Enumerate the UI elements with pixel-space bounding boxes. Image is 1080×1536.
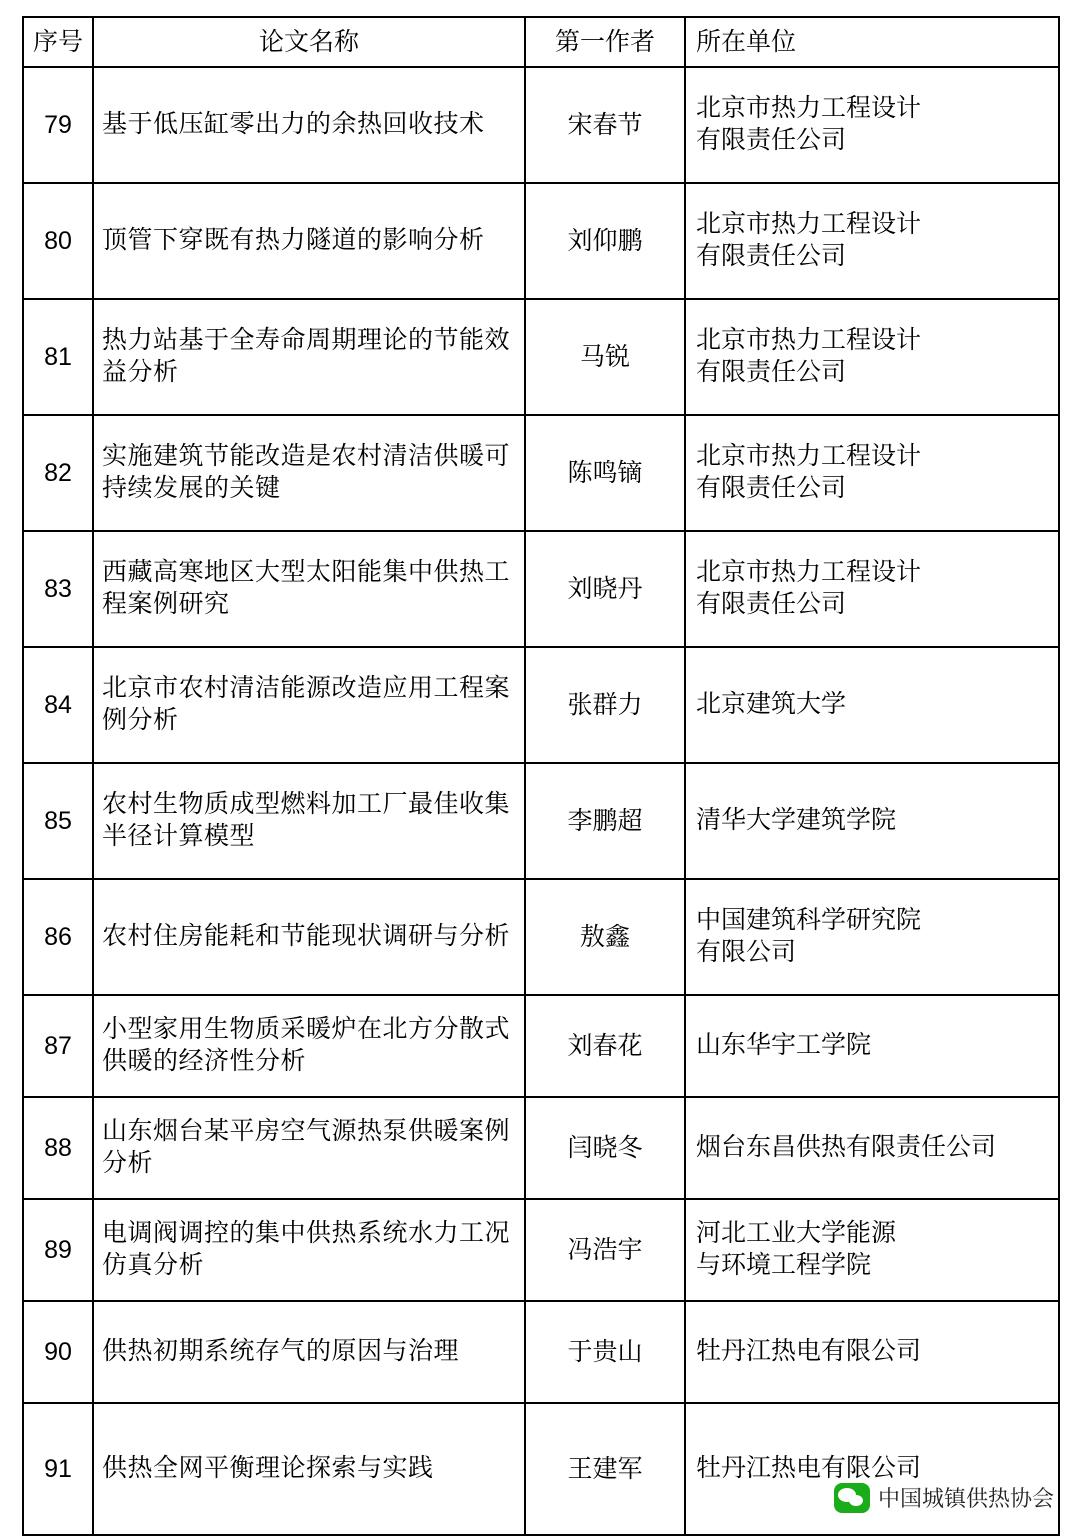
table-header-row [23,17,1059,67]
unit-line: 牡丹江热电有限公司 [696,1454,922,1482]
cell-unit [685,647,1059,763]
column-header-unit: 所在单位 [685,17,1059,67]
table-row [23,879,1059,995]
cell-unit [685,995,1059,1097]
unit-line: 北京市热力工程设计 [696,558,922,586]
cell-title: 电调阀调控的集中供热系统水力工况仿真分析 [93,1199,525,1301]
footer-watermark [834,1482,1054,1513]
table-row [23,647,1059,763]
table-body [23,67,1059,1535]
cell-index: 88 [23,1097,93,1199]
cell-title: 实施建筑节能改造是农村清洁供暖可持续发展的关键 [93,415,525,531]
footer-label: 中国城镇供热协会 [877,1486,1054,1511]
table-row [23,531,1059,647]
cell-unit [685,67,1059,183]
wechat-icon [834,1483,870,1513]
cell-unit [685,1301,1059,1403]
cell-index: 82 [23,415,93,531]
unit-line: 有限公司 [696,938,797,966]
table-row [23,1301,1059,1403]
unit-line: 河北工业大学能源 [696,1219,897,1247]
table-row [23,1403,1059,1535]
cell-title: 热力站基于全寿命周期理论的节能效益分析 [93,299,525,415]
cell-unit [685,1199,1059,1301]
cell-index: 86 [23,879,93,995]
cell-author: 刘春花 [525,995,685,1097]
cell-title: 基于低压缸零出力的余热回收技术 [93,67,525,183]
unit-line: 烟台东昌供热有限责任公司 [696,1133,997,1161]
table-row [23,183,1059,299]
cell-index: 90 [23,1301,93,1403]
cell-unit [685,879,1059,995]
table-row [23,763,1059,879]
cell-title: 小型家用生物质采暖炉在北方分散式供暖的经济性分析 [93,995,525,1097]
table-row [23,299,1059,415]
cell-author: 李鹏超 [525,763,685,879]
cell-author: 冯浩宇 [525,1199,685,1301]
unit-line: 北京市热力工程设计 [696,326,922,354]
unit-line: 有限责任公司 [696,474,847,502]
cell-index: 85 [23,763,93,879]
cell-index: 79 [23,67,93,183]
cell-unit [685,1097,1059,1199]
cell-index: 84 [23,647,93,763]
cell-author: 张群力 [525,647,685,763]
paper-list-table [22,16,1060,1536]
cell-index: 87 [23,995,93,1097]
cell-author: 刘仰鹏 [525,183,685,299]
unit-line: 北京建筑大学 [696,690,847,718]
cell-index: 80 [23,183,93,299]
cell-unit [685,763,1059,879]
cell-author: 于贵山 [525,1301,685,1403]
table-row [23,67,1059,183]
cell-author: 敖鑫 [525,879,685,995]
unit-line: 北京市热力工程设计 [696,210,922,238]
cell-title: 供热初期系统存气的原因与治理 [93,1301,525,1403]
unit-line: 有限责任公司 [696,590,847,618]
cell-author: 陈鸣镝 [525,415,685,531]
table-row [23,995,1059,1097]
unit-line: 中国建筑科学研究院 [696,906,922,934]
cell-title: 供热全网平衡理论探索与实践 [93,1403,525,1535]
cell-unit [685,415,1059,531]
cell-title: 西藏高寒地区大型太阳能集中供热工程案例研究 [93,531,525,647]
cell-unit [685,183,1059,299]
cell-author: 闫晓冬 [525,1097,685,1199]
table-row [23,415,1059,531]
cell-unit [685,531,1059,647]
table-header [23,17,1059,67]
cell-author: 王建军 [525,1403,685,1535]
column-header-author: 第一作者 [525,17,685,67]
unit-line: 清华大学建筑学院 [696,806,897,834]
column-header-index: 序号 [23,17,93,67]
unit-line: 与环境工程学院 [696,1251,872,1279]
cell-index: 89 [23,1199,93,1301]
cell-index: 81 [23,299,93,415]
cell-index: 91 [23,1403,93,1535]
cell-title: 顶管下穿既有热力隧道的影响分析 [93,183,525,299]
unit-line: 有限责任公司 [696,242,847,270]
table-row [23,1097,1059,1199]
unit-line: 牡丹江热电有限公司 [696,1337,922,1365]
unit-line: 有限责任公司 [696,126,847,154]
cell-author: 刘晓丹 [525,531,685,647]
unit-line: 有限责任公司 [696,358,847,386]
cell-unit [685,299,1059,415]
cell-title: 农村生物质成型燃料加工厂最佳收集半径计算模型 [93,763,525,879]
unit-line: 北京市热力工程设计 [696,94,922,122]
cell-title: 山东烟台某平房空气源热泵供暖案例分析 [93,1097,525,1199]
unit-line: 山东华宇工学院 [696,1031,872,1059]
column-header-title: 论文名称 [93,17,525,67]
cell-index: 83 [23,531,93,647]
cell-author: 马锐 [525,299,685,415]
cell-author: 宋春节 [525,67,685,183]
cell-title: 农村住房能耗和节能现状调研与分析 [93,879,525,995]
table-row [23,1199,1059,1301]
cell-unit [685,1403,1059,1535]
unit-line: 北京市热力工程设计 [696,442,922,470]
cell-title: 北京市农村清洁能源改造应用工程案例分析 [93,647,525,763]
